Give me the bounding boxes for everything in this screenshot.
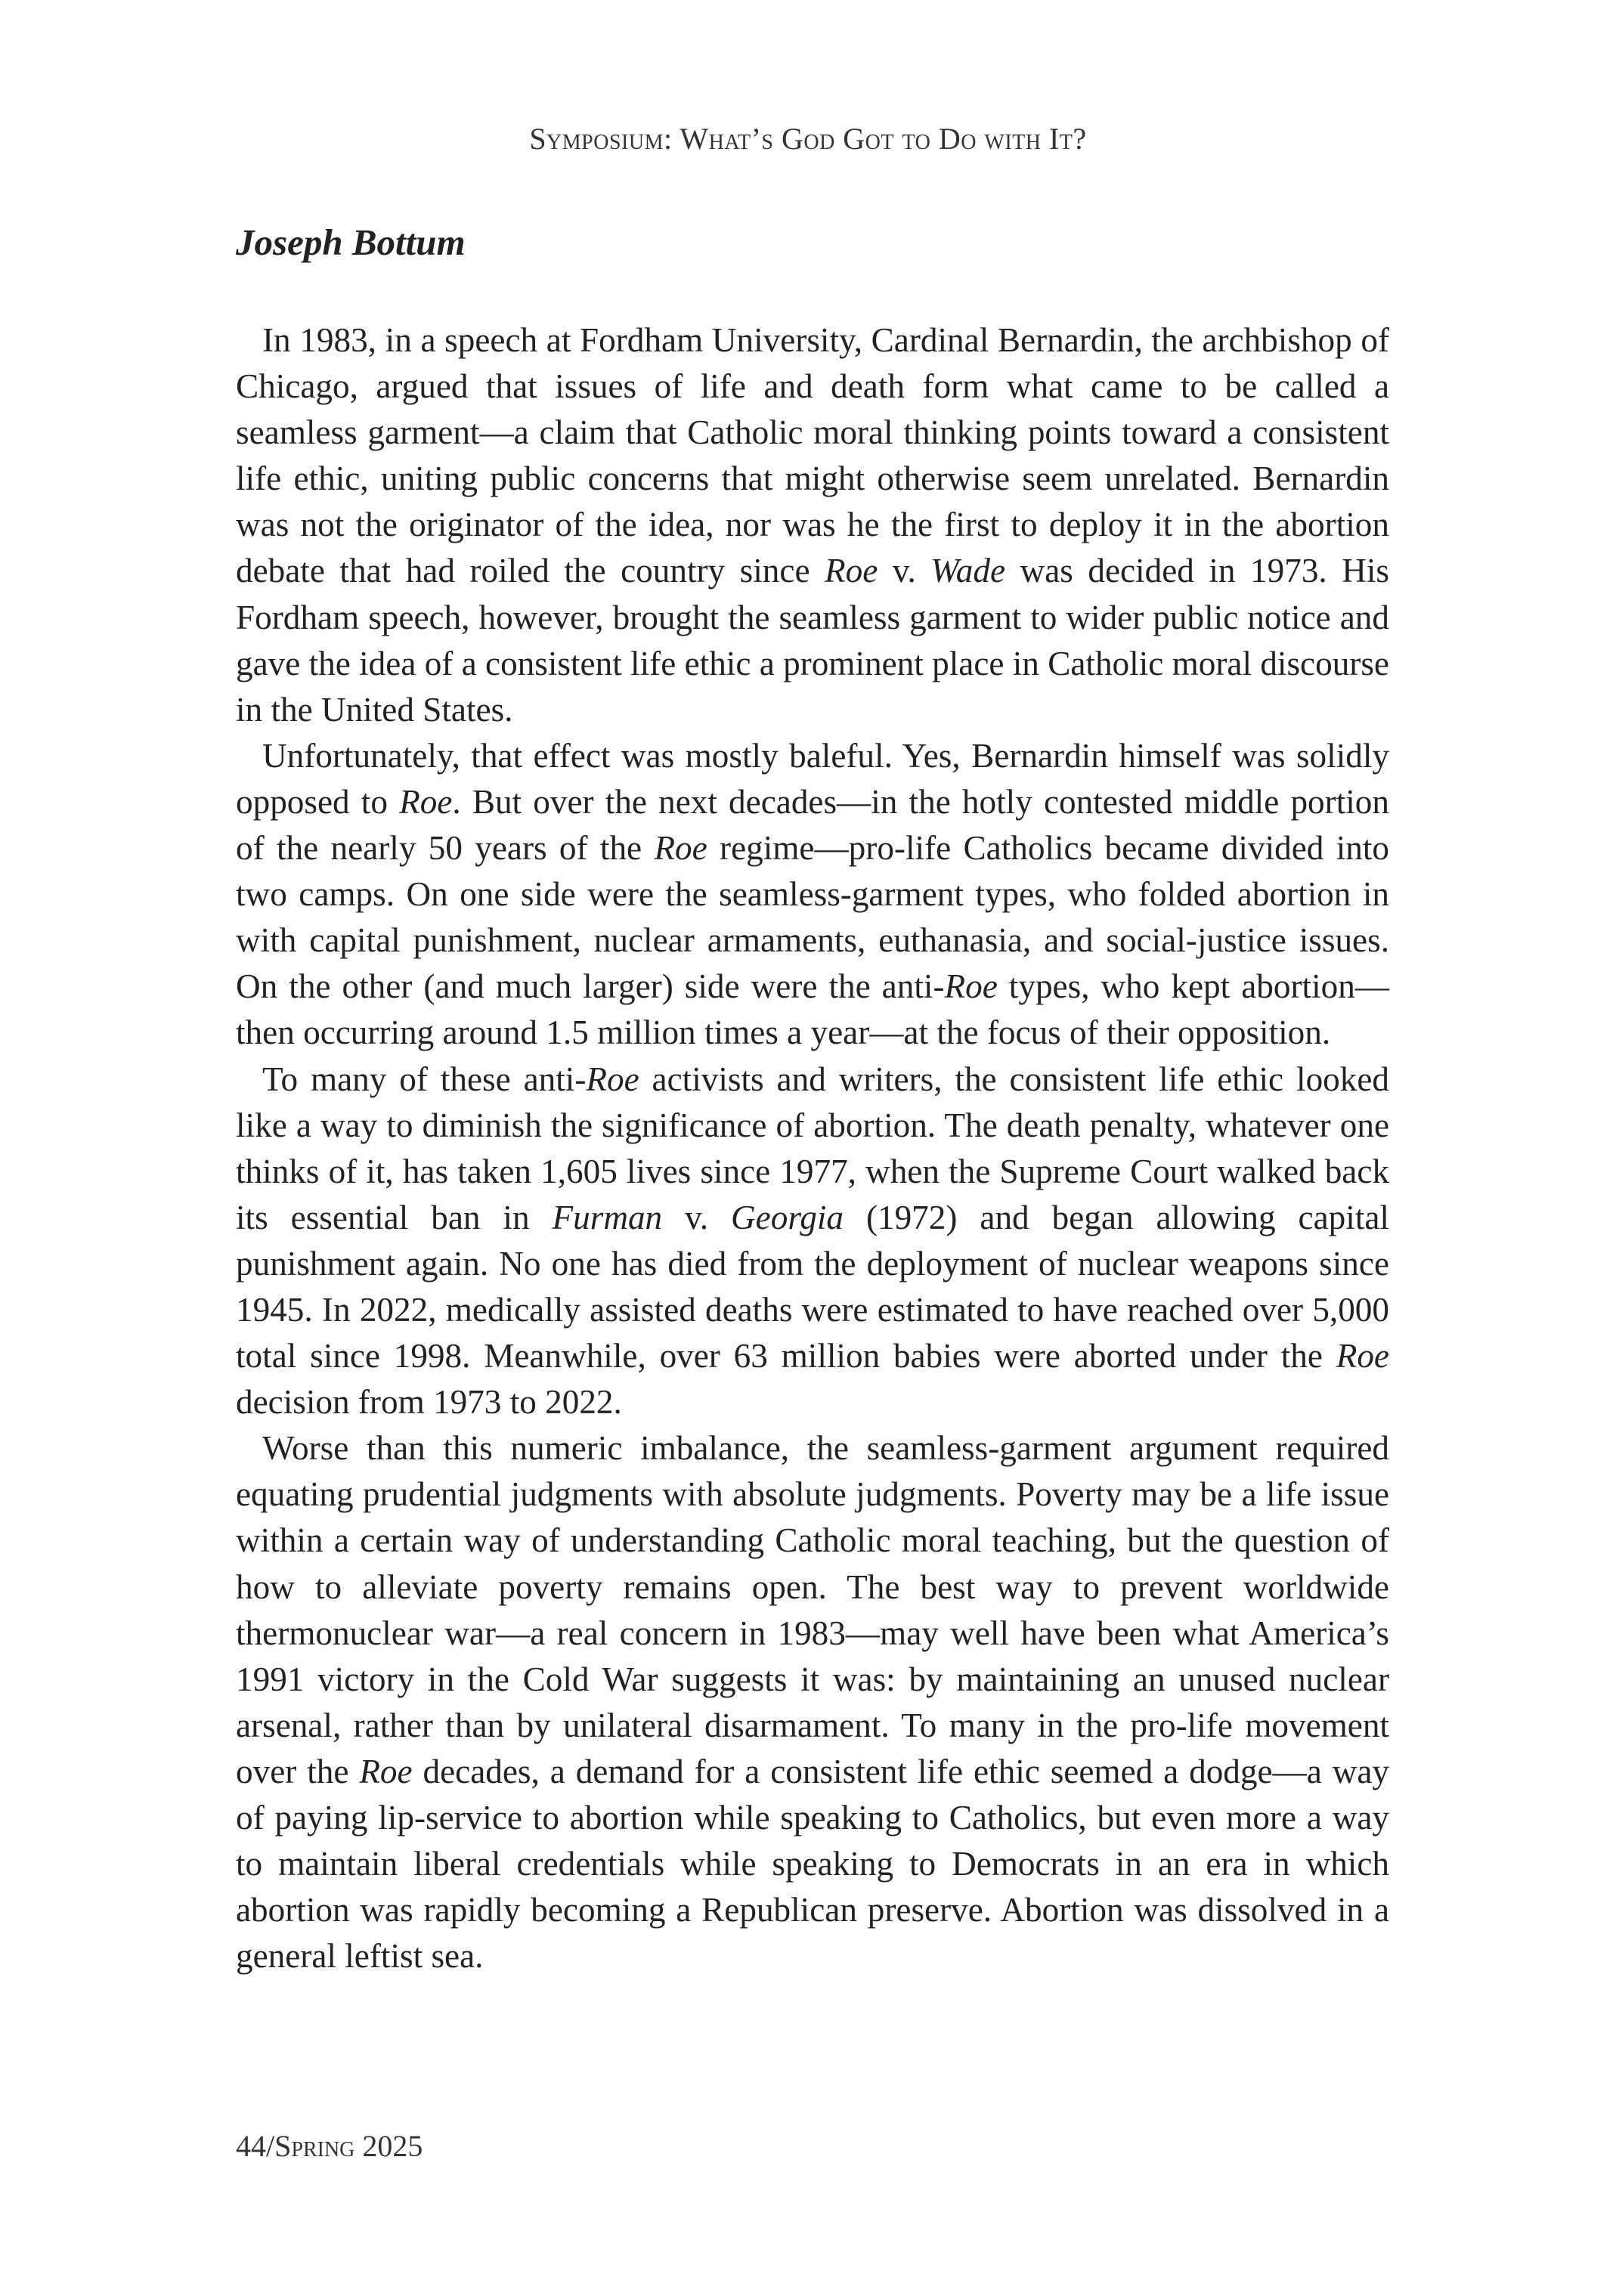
paragraph — [236, 1057, 1389, 1426]
text-run: Worse than this numeric imbalance, the seamless-garment argument required equating prudential judgments with absolute judgments. Poverty may be a life issue within a certain way of understanding Catholic moral teaching, but the question of how to alleviate poverty remains open. The best way to prevent worldwide thermonuclear war—a real concern in 1983—may well have been what America’s 1991 victory in the Cold War suggests it was: by maintaining an unused nuclear arsenal, rather than by unilateral disarmament. To many in the pro-life movement over the — [236, 1429, 1389, 1790]
italic-run: Wade — [930, 552, 1006, 590]
text-run: activists and writers, the consistent life ethic looked like a way to diminish the significance of abortion. The death penalty, whatever one thinks of it, has taken 1,605 lives since 1977, when the Supreme Court walked back its essential ban in — [236, 1060, 1389, 1236]
italic-run: Roe — [1336, 1337, 1389, 1375]
page-footer — [236, 2128, 423, 2164]
issue-label: Spring 2025 — [274, 2129, 423, 2163]
italic-run: Roe — [586, 1060, 639, 1098]
italic-run: Roe — [654, 829, 707, 868]
paragraph — [236, 317, 1389, 733]
text-run: v. — [662, 1198, 732, 1236]
italic-run: Roe — [399, 782, 453, 821]
italic-run: Roe — [359, 1752, 413, 1790]
text-run: was decided in 1973. His Fordham speech, however, brought the seamless garment to wider public notice and gave the idea of a consistent life ethic a prominent place in Catholic moral discourse in the United States. — [236, 552, 1390, 729]
page-number: 44/ — [236, 2129, 275, 2163]
paragraph — [236, 733, 1389, 1057]
running-header: Symposium: What’s God Got to Do with It? — [529, 122, 1087, 156]
text-run: Unfortunately, that effect was mostly baleful. Yes, Bernardin himself was solidly opposed to — [236, 736, 1389, 821]
article-body — [236, 317, 1389, 1979]
text-run: (1972) and began allowing capital punishment again. No one has died from the deployment of nuclear weapons since 1945. In 2022, medically assisted deaths were estimated to have reached over 5,000 total since 1998. Meanwhile, over 63 million babies were aborted under the — [236, 1198, 1389, 1375]
italic-run: Georgia — [731, 1198, 844, 1236]
text-run: regime—pro-life Catholics became divided into two camps. On one side were the seamless-garment types, who folded abortion in with capital punishment, nuclear armaments, euthanasia, and social-justice issues. On the other (and much larger) side were the anti- — [236, 829, 1389, 1006]
text-run: To many of these anti- — [262, 1060, 587, 1098]
text-run: decades, a demand for a consistent life ethic seemed a dodge—a way of paying lip-service to abortion while speaking to Catholics, but even more a way to maintain liberal credentials while speaking to Democrats in an era in which abortion was rapidly becoming a Republican preserve. Abortion was dissolved in a general leftist sea. — [236, 1752, 1389, 1976]
paragraph — [236, 1425, 1389, 1979]
text-run: types, who kept abortion—then occurring around 1.5 million times a year—at the focus of their opposition. — [236, 967, 1389, 1052]
italic-run: Roe — [944, 967, 998, 1006]
text-run: v. — [878, 552, 931, 590]
text-run: In 1983, in a speech at Fordham University, Cardinal Bernardin, the archbishop of Chicago, argued that issues of life and death form what came to be called a seamless garment—a claim that Catholic moral thinking points toward a consistent life ethic, uniting public concerns that might otherwise seem unrelated. Bernardin was not the originator of the idea, nor was he the first to deploy it in the abortion debate that had roiled the country since — [236, 321, 1389, 590]
text-run: . But over the next decades—in the hotly contested middle portion of the nearly 50 years of the — [236, 782, 1389, 868]
italic-run: Roe — [825, 552, 878, 590]
italic-run: Furman — [552, 1198, 663, 1236]
text-run: decision from 1973 to 2022. — [236, 1383, 622, 1422]
author-name: Joseph Bottum — [236, 221, 466, 263]
